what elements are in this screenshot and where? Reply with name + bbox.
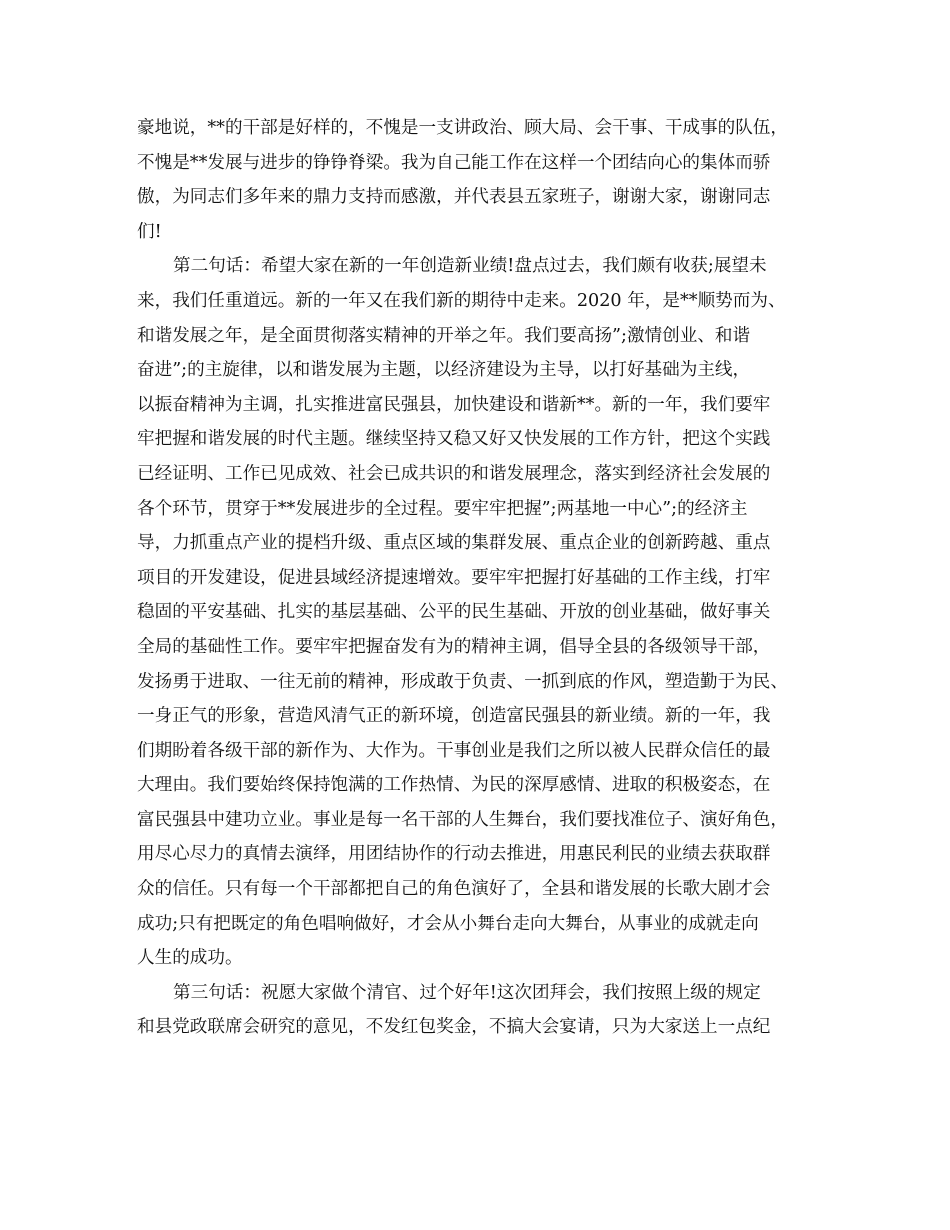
text-line: 们期盼着各级干部的新作为、大作为。干事创业是我们之所以被人民群众信任的最 — [137, 740, 771, 761]
text-line: 来，我们任重道远。新的一年又在我们新的期待中走来。2020 年，是**顺势而为、 — [137, 290, 786, 311]
text-line: 已经证明、工作已见成效、社会已成共识的和谐发展理念，落实到经济社会发展的 — [137, 463, 771, 484]
text-line: 傲，为同志们多年来的鼎力支持而感激，并代表县五家班子，谢谢大家，谢谢同志 — [137, 187, 771, 208]
text-line: 和谐发展之年，是全面贯彻落实精神的开举之年。我们要高扬”;激情创业、和谐 — [137, 325, 751, 346]
text-line: 发扬勇于进取、一往无前的精神，形成敢于负责、一抓到底的作风，塑造勤于为民、 — [137, 671, 788, 692]
text-line: 大理由。我们要始终保持饱满的工作热情、为民的深厚感情、进取的积极姿态，在 — [137, 775, 771, 796]
paragraph-start-line: 第三句话：祝愿大家做个清官、过个好年!这次团拜会，我们按照上级的规定 — [173, 982, 761, 1003]
text-line: 富民强县中建功立业。事业是每一名干部的人生舞台，我们要找准位子、演好角色， — [137, 809, 788, 830]
text-line: 和县党政联席会研究的意见，不发红包奖金，不搞大会宴请，只为大家送上一点纪 — [137, 1017, 771, 1038]
text-line: 豪地说，**的干部是好样的，不愧是一支讲政治、顾大局、会干事、干成事的队伍， — [137, 118, 788, 138]
text-line: 不愧是**发展与进步的铮铮脊梁。我为自己能工作在这样一个团结向心的集体而骄 — [137, 152, 771, 173]
text-line: 人生的成功。 — [137, 948, 243, 969]
text-line: 众的信任。只有每一个干部都把自己的角色演好了，全县和谐发展的长歌大剧才会 — [137, 879, 771, 900]
text-line: 成功;只有把既定的角色唱响做好，才会从小舞台走向大舞台，从事业的成就走向 — [137, 913, 759, 934]
text-line: 稳固的平安基础、扎实的基层基础、公平的民生基础、开放的创业基础，做好事关 — [137, 602, 771, 623]
text-line: 一身正气的形象，营造风清气正的新环境，创造富民强县的新业绩。新的一年，我 — [137, 706, 771, 727]
text-line: 奋进”;的主旋律，以和谐发展为主题，以经济建设为主导，以打好基础为主线， — [137, 360, 751, 381]
text-line: 用尽心尽力的真情去演绎，用团结协作的行动去推进，用惠民利民的业绩去获取群 — [137, 844, 771, 865]
text-line: 以振奋精神为主调，扎实推进富民强县，加快建设和谐新**。新的一年，我们要牢 — [137, 394, 771, 415]
body-text — [137, 111, 827, 1045]
paragraph-start-line: 第二句话：希望大家在新的一年创造新业绩!盘点过去，我们颇有收获;展望未 — [173, 256, 767, 277]
text-line: 各个环节，贯穿于**发展进步的全过程。要牢牢把握”;两基地一中心”;的经济主 — [137, 498, 748, 519]
text-line: 导，力抓重点产业的提档升级、重点区域的集群发展、重点企业的创新跨越、重点 — [137, 533, 771, 554]
text-line: 项目的开发建设，促进县域经济提速增效。要牢牢把握打好基础的工作主线，打牢 — [137, 567, 771, 588]
text-line: 们! — [137, 221, 162, 242]
text-line: 牢把握和谐发展的时代主题。继续坚持又稳又好又快发展的工作方针，把这个实践 — [137, 429, 771, 450]
text-line: 全局的基础性工作。要牢牢把握奋发有为的精神主调，倡导全县的各级领导干部， — [137, 636, 771, 657]
